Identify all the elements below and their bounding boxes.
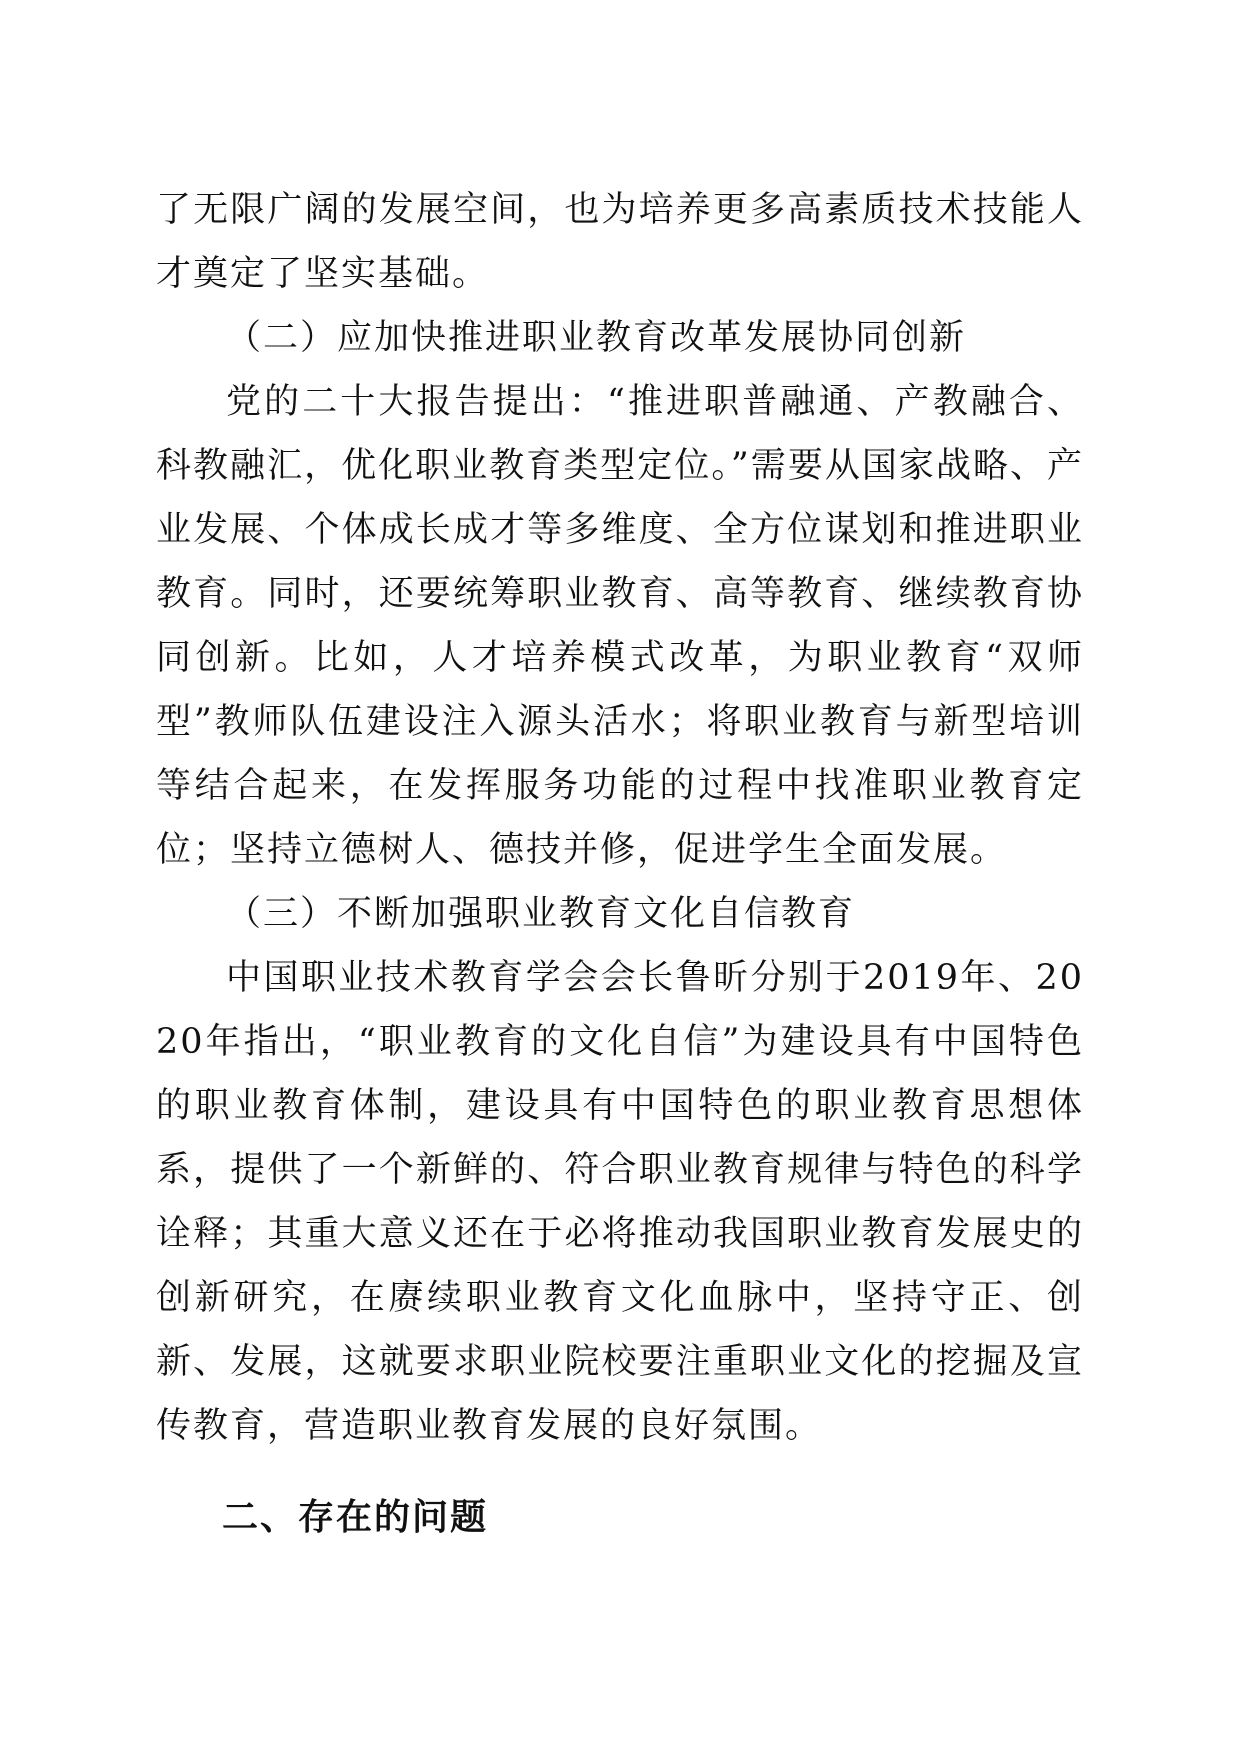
subheading-cultural-confidence: （三）不断加强职业教育文化自信教育 <box>226 894 856 934</box>
continuation-paragraph: 了无限广阔的发展空间，也为培养更多高素质技术技能人才奠定了坚实基础。 <box>156 190 1084 294</box>
subheading-collaborative-innovation: （二）应加快推进职业教育改革发展协同创新 <box>226 318 967 358</box>
section-heading-existing-problems: 二、存在的问题 <box>222 1497 489 1538</box>
paragraph-collaborative-innovation: 党的二十大报告提出：“推进职普融通、产教融合、科教融汇，优化职业教育类型定位。”需要从国家战略、产业发展、个体成长成才等多维度、全方位谋划和推进职业教育。同时，还要统筹职业教育、高等教育、继续教育协同创新。比如，人才培养模式改革，为职业教育“双师型”教师队伍建设注入源头活水；将职业教育与新型培训等结合起来，在发挥服务功能的过程中找准职业教育定位；坚持立德树人、德技并修，促进学生全面发展。 <box>156 382 1084 870</box>
paragraph-cultural-confidence: 中国职业技术教育学会会长鲁昕分别于2019年、2020年指出，“职业教育的文化自信”为建设具有中国特色的职业教育体制，建设具有中国特色的职业教育思想体系，提供了一个新鲜的、符合职业教育规律与特色的科学诠释；其重大意义还在于必将推动我国职业教育发展史的创新研究，在赓续职业教育文化血脉中，坚持守正、创新、发展，这就要求职业院校要注重职业文化的挖掘及宣传教育，营造职业教育发展的良好氛围。 <box>156 958 1084 1446</box>
